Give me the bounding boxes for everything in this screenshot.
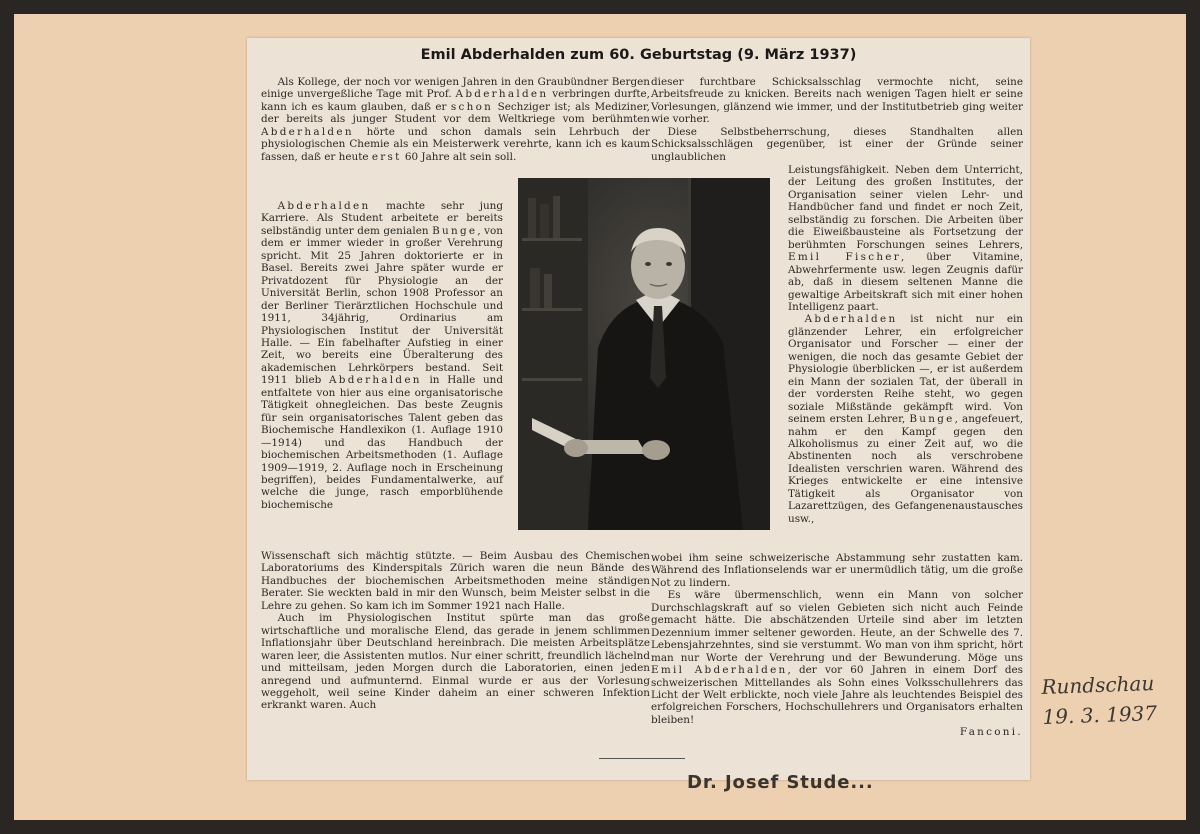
- handwritten-note: [1041, 668, 1158, 732]
- right-column-bottom: [651, 552, 1023, 739]
- paragraph: dieser furchtbare Schicksalsschlag vermochte nicht, seine Arbeitsfreude zu knicken. Bereits nach wenigen Tagen hielt er seine Vorlesungen, glänzend wie immer, und der Institutbetrieb ging weiter wie vorher.: [651, 76, 1023, 126]
- newspaper-clipping: [247, 38, 1030, 793]
- divider-rule: [599, 758, 685, 759]
- portrait-illustration: [518, 178, 770, 530]
- article-title: Emil Abderhalden zum 60. Geburtstag (9. März 1937): [420, 47, 857, 63]
- paragraph: Es wäre übermenschlich, wenn ein Mann von solcher Durchschlagskraft auf so vielen Gebieten sich nicht auch Feinde gemacht hätte. Die abschätzenden Urteile sind aber im letzten Dezennium immer seltener geworden. Heute, an der Schwelle des 7. Lebensjahrzehntes, sind sie verstummt. Wo man von ihm spricht, hört man nur Worte der Verehrung und der Bewunderung. Möge uns Emil Abderhalden, der vor 60 Jahren in einem Dorf des schweizerischen Mittellandes als Sohn eines Volksschullehrers das Licht der Welt erblickte, noch viele Jahre als leuchtendes Beispiel des erfolgreichen Forschers, Hochschullehrers und Organisators erhalten bleiben!: [651, 589, 1023, 726]
- paragraph: Auch im Physiologischen Institut spürte man das große wirtschaftliche und moralische Elend, das gerade in jenem schlimmen Inflationsjahr über Deutschland hereinbrach. Die meisten Arbeitsplätze waren leer, die Assistenten mutlos. Nur einer schritt, freundlich lächelnd und mitteilsam, jeden Morgen durch die Laboratorien, einen jeden anregend und aufmunternd. Einmal wurde er aus der Vorlesung weggeholt, weil seine Kinder daheim an einer schweren Infektion erkrankt waren. Auch: [261, 612, 650, 712]
- handwritten-date: 19. 3. 1937: [1042, 700, 1158, 729]
- next-article-headline-cut: Dr. Josef Stude...: [687, 772, 874, 793]
- paragraph: Abderhalden machte sehr jung Karriere. Als Student arbeitete er bereits selbständig unter dem genialen Bunge, von dem er immer wieder in großer Verehrung spricht. Mit 25 Jahren doktorierte er in Basel. Bereits zwei Jahre später wurde er Privatdozent für Physiologie an der Universität Berlin, schon 1908 Professor an der Berliner Tierärztlichen Hochschule und 1911, 34jährig, Ordinarius am Physiologischen Institut der Universität Halle. — Ein fabelhafter Aufstieg in einer Zeit, wo bereits eine Überalterung des akademischen Lehrkörpers bestand. Seit 1911 blieb Abderhalden in Halle und entfaltete von hier aus eine organisatorische Tätigkeit ohnegleichen. Das beste Zeugnis für sein organisatorisches Talent geben das Biochemische Handlexikon (1. Auflage 1910—1914) und das Handbuch der biochemischen Arbeitsmethoden (1. Auflage 1909—1919, 2. Auflage noch in Erscheinung begriffen), beides Fundamentalwerke, auf welche die junge, rasch emporblühende biochemische: [261, 200, 503, 511]
- paragraph: Leistungsfähigkeit. Neben dem Unterricht, der Leitung des großen Institutes, der Organisation seiner vielen Lehr- und Handbücher fand und findet er noch Zeit, selbständig zu forschen. Die Arbeiten über die Eiweißbausteine als Fortsetzung der berühmten Forschungen seines Lehrers, Emil Fischer, über Vitamine, Abwehrfermente usw. legen Zeugnis dafür ab, daß in diesem seltenen Manne die gewaltige Arbeitskraft sich mit einer hohen Intelligenz paart.: [788, 164, 1024, 313]
- paragraph: Wissenschaft sich mächtig stützte. — Beim Ausbau des Chemischen Laboratoriums des Kinderspitals Zürich waren die neun Bände des Handbuches der biochemischen Arbeitsmethoden meine ständigen Berater. Sie weckten bald in mir den Wunsch, beim Meister selbst in die Lehre zu gehen. So kam ich im Sommer 1921 nach Halle.: [261, 550, 650, 612]
- portrait-photo: [518, 178, 770, 530]
- handwritten-source: Rundschau: [1041, 671, 1155, 700]
- left-column-bottom: [261, 550, 650, 712]
- right-column-narrow: [788, 164, 1023, 525]
- right-column-top: [651, 76, 1023, 163]
- paragraph: wobei ihm seine schweizerische Abstammung sehr zustatten kam. Während des Inflationselends war er unermüdlich tätig, um die große Not zu lindern.: [651, 552, 1023, 589]
- left-column-narrow: [261, 200, 503, 511]
- author-signature: Fanconi.: [959, 726, 1023, 739]
- left-column-top: [261, 76, 650, 163]
- paragraph: Diese Selbstbeherrschung, dieses Standhalten allen Schicksalsschlägen gegenüber, ist einer der Gründe seiner unglaublichen: [651, 125, 1023, 163]
- paragraph: Als Kollege, der noch vor wenigen Jahren in den Graubündner Bergen einige unvergeßliche Tage mit Prof. Abderhalden verbringen durfte, kann ich es kaum glauben, daß er schon Sechziger ist; als Mediziner, der bereits als junger Student vor dem Weltkriege vom berühmten Abderhalden hörte und schon damals sein Lehrbuch der physiologischen Chemie als ein Meisterwerk verehrte, kann ich es kaum fassen, daß er heute erst 60 Jahre alt sein soll.: [261, 76, 650, 163]
- paragraph: Abderhalden ist nicht nur ein glänzender Lehrer, ein erfolgreicher Organisator und Forscher — einer der wenigen, die noch das gesamte Gebiet der Physiologie überblicken —, er ist außerdem ein Mann der sozialen Tat, der überall in der vordersten Reihe steht, wo gegen soziale Mißstände gekämpft wird. Von seinem ersten Lehrer, Bunge, angefeuert, nahm er den Kampf gegen den Alkoholismus zu einer Zeit auf, wo die Abstinenten noch als verschrobene Idealisten verschrien waren. Während des Krieges entwickelte er eine intensive Tätigkeit als Organisator von Lazarettzügen, des Gefangenenaustausches usw.,: [788, 313, 1024, 525]
